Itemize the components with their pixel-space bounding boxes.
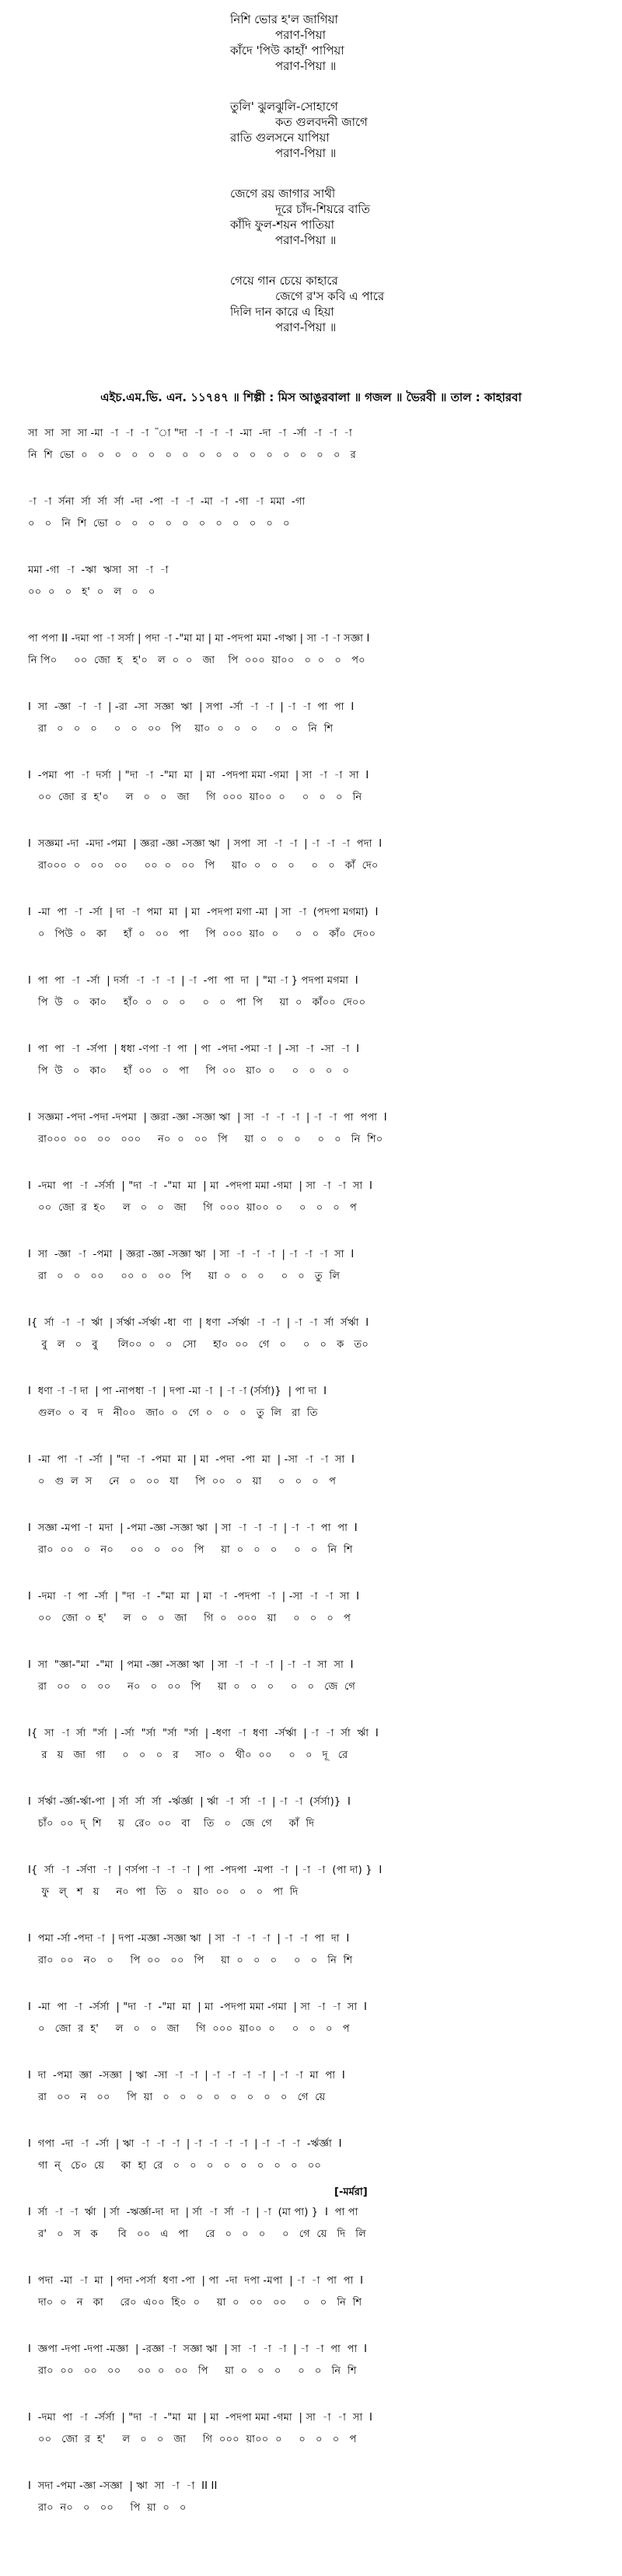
- lyric-line: [0, 288, 622, 303]
- swara-text: I পদা -মা -া মা | পদা -পর্সা ধণা -পা | পা -দা দপা -মপা | -া -া পা পা I: [28, 2275, 364, 2287]
- notation-block: [0, 1452, 622, 1521]
- bol-text: রা ০০ ন ০০ পি য়া ০ ০ ০ ০ ০ ০ ০ ০ গে য়ে: [28, 2092, 326, 2103]
- swara-line: [0, 1384, 622, 1404]
- swara-text: I -মা পা -া -র্সা | "দা -া -পমা মা | মা -পদা -পা মা | -সা -া -া সা I: [28, 1454, 355, 1466]
- bol-line: [0, 1816, 622, 1837]
- bol-line: [0, 2090, 622, 2110]
- notation-block: [0, 2000, 622, 2068]
- bol-line: [0, 2158, 622, 2179]
- notation-block: [0, 1316, 622, 1384]
- lyric-text: কাঁদে 'পিউ কাহাঁ' পাপিয়া: [230, 44, 344, 58]
- bol-line: [0, 995, 622, 1015]
- bol-text: রা০ ০০ ০ ন০ ০০ ০ ০০ পি য়া ০ ০ ০ ০ ০ নি শি: [28, 1544, 353, 1556]
- bol-text: রা ০০ ০ ০০ ন০ ০ ০০ পি য়া ০ ০ ০ ০ ০ জে গে: [28, 1681, 355, 1693]
- bol-text: নি শি ভো ০ ০ ০ ০ ০ ০ ০ ০ ০ ০ ০ ০ ০ ০ ০ ০ র: [28, 449, 356, 461]
- swara-line: [0, 837, 622, 857]
- swara-text: I সা -জ্ঞা -া -া | -রা -সা সজ্ঞা ঋা | সপা -র্সা -া -া | -া -া পা পা I: [28, 701, 355, 713]
- bol-text: র য় জা গা ০ ০ ০ র সা০ ০ থী০ ০০ ০ ০ দূ রে: [28, 1749, 348, 1761]
- lyric-stanza: [0, 98, 622, 160]
- swara-line: [0, 2479, 622, 2499]
- swara-line: [0, 1247, 622, 1267]
- swara-text: I সজ্ঞমা -দা -মদা -পমা | জ্ঞরা -জ্ঞা -সজ্ঞা ঋা | সপা সা -া -া | -া -া -া পদা I: [28, 838, 383, 850]
- notation-block: [0, 1931, 622, 2000]
- lyric-text: নিশি ভোর হ'ল জাগিয়া: [230, 12, 338, 26]
- notation-block: [0, 2479, 622, 2547]
- lyric-text: পরাণ-পিয়া ॥: [275, 320, 337, 334]
- swara-text: I দা -পমা জ্ঞা -সজ্ঞা | ঋা -সা -া -া | -া -া -া -া | -া -া মা পা I: [28, 2070, 345, 2081]
- swara-line: [0, 2410, 622, 2431]
- swara-text: I ধণা -া -া দা | পা -নাপধা -া | দপা -মা -া | -া -া (র্সর্সা)} | পা দা I: [28, 1386, 327, 1397]
- swara-line: [0, 1863, 622, 1883]
- notation-block: [0, 905, 622, 973]
- lyric-line: [0, 319, 622, 334]
- lyric-text: পরাণ-পিয়া ॥: [275, 146, 337, 160]
- swara-text: I{ সা -া র্সা "র্সা | -র্সা "র্সা "র্সা "র্সা | -ধণা -া ধণা -র্সর্ঋা | -া -া র্সা র্ঋা I: [28, 1728, 379, 1739]
- bol-line: [0, 927, 622, 947]
- bol-text: নি পি০ ০০ জো হ হ'০ ল ০ ০ জা পি ০০০ য়া০০ ০ ০ ০ প০: [28, 655, 365, 666]
- swara-line: [0, 768, 622, 788]
- notation-block: [0, 631, 622, 700]
- bol-text: ০ পিউ ০ কা হাঁ ০ ০০ পা পি ০০০ য়া০ ০ ০ ০ কাঁ০ দে০০: [28, 928, 376, 940]
- swara-line: [0, 1726, 622, 1746]
- bol-text: গুল০ ০ ব দ নী০০ জা০ ০ গে ০ ০ ০ তু লি রা তি: [28, 1407, 318, 1419]
- lyric-line: [0, 58, 622, 73]
- swara-line: [0, 1042, 622, 1062]
- notation-block: [0, 1384, 622, 1452]
- lyric-text: দিলি দান কারে এ হিয়া: [230, 305, 334, 319]
- lyric-line: [0, 232, 622, 247]
- notation-block: [0, 1179, 622, 1247]
- notation-block: [0, 973, 622, 1042]
- bol-text: ০০ জো র হ' ল ০ ০ জা গি ০০০ য়া০০ ০ ০ ০ ০ প: [28, 2434, 357, 2445]
- notation-block: [0, 700, 622, 768]
- bol-text: ০০ জো র হ'০ ল ০ ০ জা গি ০০০ য়া০০ ০ ০ ০ ০ নি: [28, 792, 362, 803]
- bol-text: রা ০ ০ ০০ ০০ ০ ০০ পি য়া ০ ০ ০ ০ ০ তু লি: [28, 1271, 341, 1282]
- bol-line: [0, 1201, 622, 1221]
- bol-text: বু ল ০ বু লি০০ ০ ০ সো হা০ ০০ গে ০ ০ ০ ক ত০: [28, 1339, 369, 1351]
- swara-text: মমা -গা -া -ঋা ঋসা সা -া -া: [28, 564, 169, 576]
- bol-line: [0, 1748, 622, 1768]
- lyric-line: [0, 272, 622, 288]
- bol-text: র' ০ স ক বি ০০ এ পা রে ০ ০ ০ ০ গে য়ে দি লি: [28, 2228, 366, 2240]
- bol-text: চাঁ০ ০০ দ্ শি য় রে০ ০০ বা তি ০ জে গে কাঁ দি: [28, 1818, 315, 1830]
- swara-text: I র্সা -া -া র্ঋা | র্সা -ঋর্জ্ঞা-দা দা | র্সা -া র্সা -া | -া (মা পা) } I পা পা: [28, 2207, 358, 2218]
- bol-line: [0, 2364, 622, 2384]
- swara-line: [0, 1179, 622, 1199]
- swara-text: I পা পা -া -র্সপা | ধধা -ণপা -া পা | পা -পদা -পমা -া | -সা -া -সা -া I: [28, 1043, 360, 1055]
- swara-line: [0, 563, 622, 583]
- section-label: [-মর্মরা]: [334, 2186, 368, 2198]
- bol-text: পি উ ০ কা০ হাঁ০ ০ ০ ০ ০ ০ পা পি য়া ০ কাঁ০০ দে০০: [28, 997, 366, 1008]
- bol-line: [0, 1269, 622, 1289]
- notation-block: [0, 2342, 622, 2410]
- bol-line: [0, 1132, 622, 1152]
- swara-line: [0, 1110, 622, 1131]
- swara-text: I সদা -পমা -জ্ঞা -সজ্ঞা | ঋা সা -া -া II II: [28, 2480, 218, 2492]
- notation-block: [0, 563, 622, 631]
- notation-block: [0, 768, 622, 837]
- bol-line: [0, 1679, 622, 1700]
- swara-line: [0, 1521, 622, 1541]
- swara-text: I সজ্ঞা -মপা -া মদা | -পমা -জ্ঞা -সজ্ঞা ঋা | সা -া -া -া | -া -া পা পা I: [28, 1522, 358, 1534]
- notation-block: [0, 1726, 622, 1795]
- lyric-line: [0, 129, 622, 145]
- bol-text: ০ জো র হ' ল ০ ০ জা গি ০০০ য়া০০ ০ ০ ০ ০ প: [28, 2023, 350, 2035]
- notation-block: [0, 2274, 622, 2342]
- swara-line: [0, 1795, 622, 1815]
- lyric-text: কাঁদি ফুল-শয়ন পাতিয়া: [230, 218, 335, 232]
- lyric-stanza: [0, 185, 622, 247]
- bol-text: ০০ জো ০ হ' ল ০ ০ জা গি ০ ০০০ য়া ০ ০ ০ প: [28, 1613, 351, 1624]
- record-info-header: এইচ.এম.ভি. এন. ১১৭৪৭ ॥ শিল্পী : মিস আঙুরবালা ॥ গজল ॥ ভৈরবী ॥ তাল : কাহারবা: [100, 390, 522, 404]
- swara-text: I -দমা পা -া -র্সর্সা | "দা -া -"মা মা | মা -পদপা মমা -গমা | সা -া -া সা I: [28, 1180, 373, 1192]
- lyric-text: তুলি' ঝুলঝুলি-সোহাগে: [230, 100, 338, 114]
- lyric-line: [0, 114, 622, 129]
- bol-line: [0, 653, 622, 673]
- notation-block: [0, 2186, 622, 2274]
- bol-line: [0, 790, 622, 810]
- bol-text: রা০০০ ০০ ০০ ০০০ ন০ ০ ০০ পি য়া ০ ০ ০ ০ ০ নি শি০: [28, 1134, 383, 1145]
- swara-text: I{ র্সা -া -র্সণা -া | ণর্সপা -া -া -া | পা -পদপা -মপা -া | -া -া (পা দা) } I: [28, 1865, 383, 1876]
- bol-line: [0, 1953, 622, 1973]
- swara-text: I -পমা পা -া দর্সা | "দা -া -"মা মা | মা -পদপা মমা -গমা | সা -া -া সা I: [28, 770, 369, 781]
- swara-text: I{ র্সা -া -া র্ঋা | র্সর্ঋা -র্সর্ঋা -ধা ণা | ধণা -র্সর্ঋা -া -া | -া -া র্সা র্সর্ঋা I: [28, 1317, 369, 1329]
- lyric-line: [0, 201, 622, 216]
- lyric-line: [0, 26, 622, 42]
- bol-text: ফু ল্ শ য় ন০ পা তি ০ য়া০ ০০ ০ ০ পা দি: [28, 1886, 299, 1898]
- swara-line: [0, 2205, 622, 2225]
- notation-block: [0, 1110, 622, 1179]
- notation-block: [0, 1042, 622, 1110]
- bol-line: [0, 2227, 622, 2247]
- lyric-stanza: [0, 272, 622, 334]
- swara-line: [0, 426, 622, 446]
- lyrics: [0, 11, 622, 359]
- swara-line: [0, 2274, 622, 2294]
- bol-line: [0, 2295, 622, 2316]
- notation-block: [0, 2137, 622, 2205]
- bol-text: ০০ জো র হ০ ল ০ ০ জা গি ০০০ য়া০০ ০ ০ ০ ০ প: [28, 1202, 357, 1214]
- bol-line: [0, 1885, 622, 1905]
- lyric-text: গেয়ে গান চেয়ে কাহারে: [230, 274, 338, 288]
- bol-line: [0, 1474, 622, 1494]
- swara-text: I পমা -র্সা -পদা -া | দপা -মজ্ঞা -সজ্ঞা ঋা | সা -া -া -া | -া -া পা দা I: [28, 1933, 350, 1945]
- swara-line: [0, 2068, 622, 2088]
- swara-line: [0, 1931, 622, 1952]
- swara-text: I সা -জ্ঞা -া -পমা | জ্ঞরা -জ্ঞা -সজ্ঞা ঋা | সা -া -া -া | -া -া -া সা I: [28, 1249, 355, 1260]
- swara-line: [0, 1316, 622, 1336]
- swara-line: [0, 973, 622, 994]
- bol-line: [0, 2022, 622, 2042]
- swara-line: [0, 631, 622, 652]
- lyric-text: পরাণ-পিয়া ॥: [275, 233, 337, 247]
- bol-text: রা০ ন০ ০ ০০ পি য়া ০ ০: [28, 2502, 187, 2514]
- swara-line: [0, 2137, 622, 2157]
- swara-line: [0, 1452, 622, 1473]
- notation-block: [0, 1658, 622, 1726]
- lyric-text: জেগে র'স কবি এ পারে: [275, 289, 385, 303]
- swara-text: I -মা পা -া -র্সা | দা -া পমা মা | মা -পদপা মগা -মা | সা -া (পদপা মগমা) I: [28, 907, 379, 918]
- lyric-line: [0, 185, 622, 201]
- lyric-text: জেগে রয় জাগার সাথী: [230, 187, 336, 201]
- swara-text: I -মা পা -া -র্সর্সা | "দা -া -"মা মা | মা -পদপা মমা -গমা | সা -া -া সা I: [28, 2001, 368, 2013]
- notation-block: [0, 1521, 622, 1589]
- bol-text: ০ গু ল স নে ০ ০০ যা পি ০০ ০ য়া ০ ০ ০ প: [28, 1476, 336, 1487]
- bol-line: [0, 858, 622, 879]
- swara-text: I গপা -দা -া -র্সা | ঋা -া -া -া | -া -া -া -া | -া -া -া -র্ঋর্জ্ঞা I: [28, 2138, 342, 2150]
- bol-line: [0, 585, 622, 605]
- bol-text: দা০ ০ ন কা রে০ এ০০ হি০ ০ য়া ০ ০০ ০০ ০ ০ নি শি: [28, 2297, 362, 2309]
- lyric-stanza: [0, 11, 622, 73]
- swara-text: পা পপা II -দমা পা -া সর্সা | পদা -া -"মা মা | মা -পদপা মমা -গঋা | সা -া -া সজ্ঞা I: [28, 633, 370, 645]
- bol-text: গা ন্ চে০ য়ে কা হা রে ০ ০ ০ ০ ০ ০ ০ ০ ০০: [28, 2160, 322, 2172]
- swara-text: I -দমা পা -া -র্সর্সা | "দা -া -"মা মা | মা -পদপা মমা -গমা | সা -া -া সা I: [28, 2412, 373, 2424]
- notation-block: [0, 1247, 622, 1316]
- bol-line: [0, 1064, 622, 1084]
- lyric-text: রাতি গুলসনে যাপিয়া: [230, 131, 330, 145]
- bol-text: পি উ ০ কা০ হাঁ ০০ ০ পা পি ০০ য়া০ ০ ০ ০ ০ ০: [28, 1065, 350, 1077]
- swara-line: [0, 1589, 622, 1610]
- notation-block: [0, 1589, 622, 1658]
- lyric-line: [0, 145, 622, 160]
- bol-line: [0, 2501, 622, 2521]
- notation-block: [0, 837, 622, 905]
- lyric-line: [0, 98, 622, 114]
- bol-line: [0, 1337, 622, 1358]
- bol-text: ০০ ০ ০ হ' ০ ল ০ ০: [28, 586, 156, 598]
- lyric-line: [0, 11, 622, 26]
- lyric-line: [0, 216, 622, 232]
- swara-line: [0, 700, 622, 720]
- swara-text: -া -া র্সনা র্সা র্সা র্সা -দা -পা -া -া -মা -া -গা -া মমা -গা: [28, 496, 306, 508]
- notation-block: [0, 2068, 622, 2137]
- bol-line: [0, 1406, 622, 1426]
- lyric-line: [0, 42, 622, 58]
- bol-line: [0, 2432, 622, 2452]
- swara-line: [0, 2342, 622, 2362]
- lyric-text: দূরে চাঁদ-শিয়রে বাতি: [275, 202, 370, 216]
- bol-line: [0, 1543, 622, 1563]
- notation-block: [0, 426, 622, 495]
- swara-text: সা সা সা সা -মা -া -া -া "া "দা -া -া -া -মা -দা -া -র্সা -া -া -া: [28, 428, 352, 439]
- swara-text: I জ্ঞপা -দপা -দপা -মজ্ঞা | -রজ্ঞা -া সজ্ঞা ঋা | সা -া -া -া | -া -া পা পা I: [28, 2344, 368, 2355]
- notation-block: [0, 1795, 622, 1863]
- bol-line: [0, 722, 622, 742]
- bol-line: [0, 516, 622, 537]
- lyric-line: [0, 303, 622, 319]
- swara-line: [0, 2000, 622, 2020]
- bol-text: ০ ০ নি শি ভো ০ ০ ০ ০ ০ ০ ০ ০ ০ ০ ০: [28, 518, 290, 530]
- bol-text: রা ০ ০ ০ ০ ০ ০০ পি য়া০ ০ ০ ০ ০ ০ নি শি: [28, 723, 334, 735]
- bol-line: [0, 448, 622, 468]
- lyric-text: পরাণ-পিয়া: [275, 28, 326, 42]
- notation-block: [0, 1863, 622, 1931]
- notation: [0, 426, 622, 2547]
- bol-text: রা০০০ ০ ০০ ০০ ০০ ০ ০০ পি য়া০ ০ ০ ০ ০ ০ কাঁ দে০: [28, 860, 379, 872]
- lyric-text: কত গুলবদনী জাগে: [275, 115, 368, 129]
- notation-block: [0, 2410, 622, 2479]
- bol-text: রা০ ০০ ন০ ০ পি ০০ ০০ পি য়া ০ ০ ০ ০ ০ নি শি: [28, 1955, 353, 1966]
- swara-text: I পা পা -া -র্সা | দর্সা -া -া -া | -া -পা পা দা | "মা -া } পদপা মগমা I: [28, 975, 358, 987]
- bol-line: [0, 1611, 622, 1631]
- bol-text: রা০ ০০ ০০ ০০ ০০ ০ ০০ পি য়া ০ ০ ০ ০ ০ নি শি: [28, 2365, 357, 2377]
- notation-block: [0, 495, 622, 563]
- lyric-text: পরাণ-পিয়া ॥: [275, 59, 337, 73]
- swara-text: I সা "জ্ঞা-"মা -"মা | পমা -জ্ঞা -সজ্ঞা ঋা | সা -া -া -া | -া -া সা সা I: [28, 1659, 354, 1671]
- swara-line: [0, 495, 622, 515]
- swara-line: [0, 1658, 622, 1678]
- swara-line: [0, 905, 622, 925]
- swara-text: I -দমা -া পা -র্সা | "দা -া -"মা মা | মা -া -পদপা -া | -সা -া -া সা I: [28, 1591, 360, 1603]
- swara-text: I র্সর্ঋা -র্জ্ঞা-র্ঋা-পা | র্সা র্সা র্সা -র্ঋর্জ্ঞা | র্ঋা -া র্সা -া | -া -া (র্সর্সা)} I: [28, 1796, 351, 1808]
- swara-text: I সজ্ঞমা -পদা -পদা -দপমা | জ্ঞরা -জ্ঞা -সজ্ঞা ঋা | সা -া -া -া | -া -া পা পপা I: [28, 1112, 387, 1124]
